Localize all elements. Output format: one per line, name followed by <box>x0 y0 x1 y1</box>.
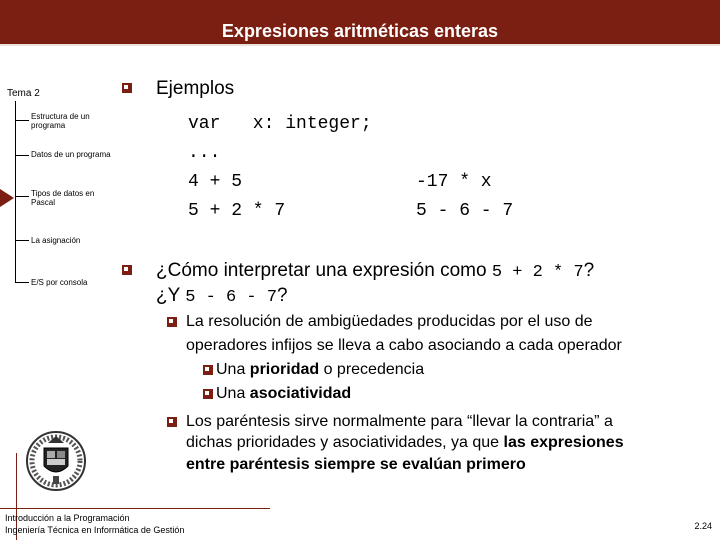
subsub-prioridad <box>216 361 424 379</box>
nav-item-es-consola[interactable]: E/S por consola <box>31 278 88 287</box>
bold-term: prioridad <box>249 361 320 378</box>
subpoint-2-line-1: Los paréntesis sirve normalmente para “llevar la contraria” a <box>186 413 613 430</box>
text: Una <box>216 361 250 378</box>
nav-tick <box>15 120 29 121</box>
code-line-ellipsis: ... <box>188 143 221 163</box>
question-text: ¿Y <box>156 285 186 306</box>
question-line-2 <box>156 285 288 307</box>
slide-header <box>0 0 720 45</box>
bullet-icon <box>167 317 177 327</box>
footer-divider <box>0 508 270 509</box>
bullet-icon <box>122 265 132 275</box>
slide-title: Expresiones aritméticas enteras <box>221 21 499 41</box>
subpoint-1-line-1: La resolución de ambigüedades producidas por el uso de <box>186 313 593 330</box>
nav-tick <box>15 282 29 283</box>
nav-item-asignacion[interactable]: La asignación <box>31 236 81 245</box>
code-line-declaration: var x: integer; <box>188 114 372 134</box>
code-expr-1: 4 + 5 <box>188 172 243 192</box>
nav-tree-line <box>15 101 16 283</box>
text: o precedencia <box>319 361 425 378</box>
nav-item-estructura[interactable]: Estructura de un programa <box>31 112 90 130</box>
code-expr-2: -17 * x <box>416 172 492 192</box>
nav-item-tipos[interactable]: Tipos de datos en Pascal <box>31 189 95 207</box>
bullet-icon <box>203 389 213 399</box>
nav-tick <box>15 240 29 241</box>
question-code: 5 + 2 * 7 <box>491 263 584 282</box>
code-expr-3: 5 + 2 * 7 <box>188 201 286 221</box>
nav-tick <box>15 155 29 156</box>
nav-title: Tema 2 <box>7 88 40 99</box>
nav-tick <box>15 196 29 197</box>
question-line-1 <box>156 260 594 282</box>
page-number: 2.24 <box>694 521 712 531</box>
question-mark: ? <box>277 285 288 306</box>
subpoint-2-line-3: entre paréntesis siempre se evalúan primero <box>186 456 526 473</box>
subpoint-1-line-2: operadores infijos se lleva a cabo asociando a cada operador <box>186 337 622 354</box>
footer-degree: Ingeniería Técnica en Informática de Gestión <box>5 525 185 535</box>
question-code: 5 - 6 - 7 <box>185 288 278 307</box>
section-ejemplos: Ejemplos <box>156 78 235 99</box>
bullet-icon <box>122 83 132 93</box>
question-mark: ? <box>583 260 595 281</box>
question-text: ¿Cómo interpretar una expresión como <box>156 260 492 281</box>
text: Una <box>216 385 250 402</box>
subsub-asociatividad <box>216 385 351 403</box>
code-expr-4: 5 - 6 - 7 <box>416 201 514 221</box>
bold-term: las expresiones <box>503 434 624 451</box>
bullet-icon <box>203 365 213 375</box>
header-divider <box>0 44 720 46</box>
bold-term: asociatividad <box>249 385 352 402</box>
bullet-icon <box>167 417 177 427</box>
nav-item-datos[interactable]: Datos de un programa <box>31 150 111 159</box>
nav-current-arrow-icon <box>0 189 14 207</box>
subpoint-2-line-2 <box>186 434 624 452</box>
university-crest-logo <box>26 428 86 499</box>
text: dichas prioridades y asociatividades, ya que <box>186 434 504 451</box>
footer-course: Introducción a la Programación <box>5 513 130 523</box>
